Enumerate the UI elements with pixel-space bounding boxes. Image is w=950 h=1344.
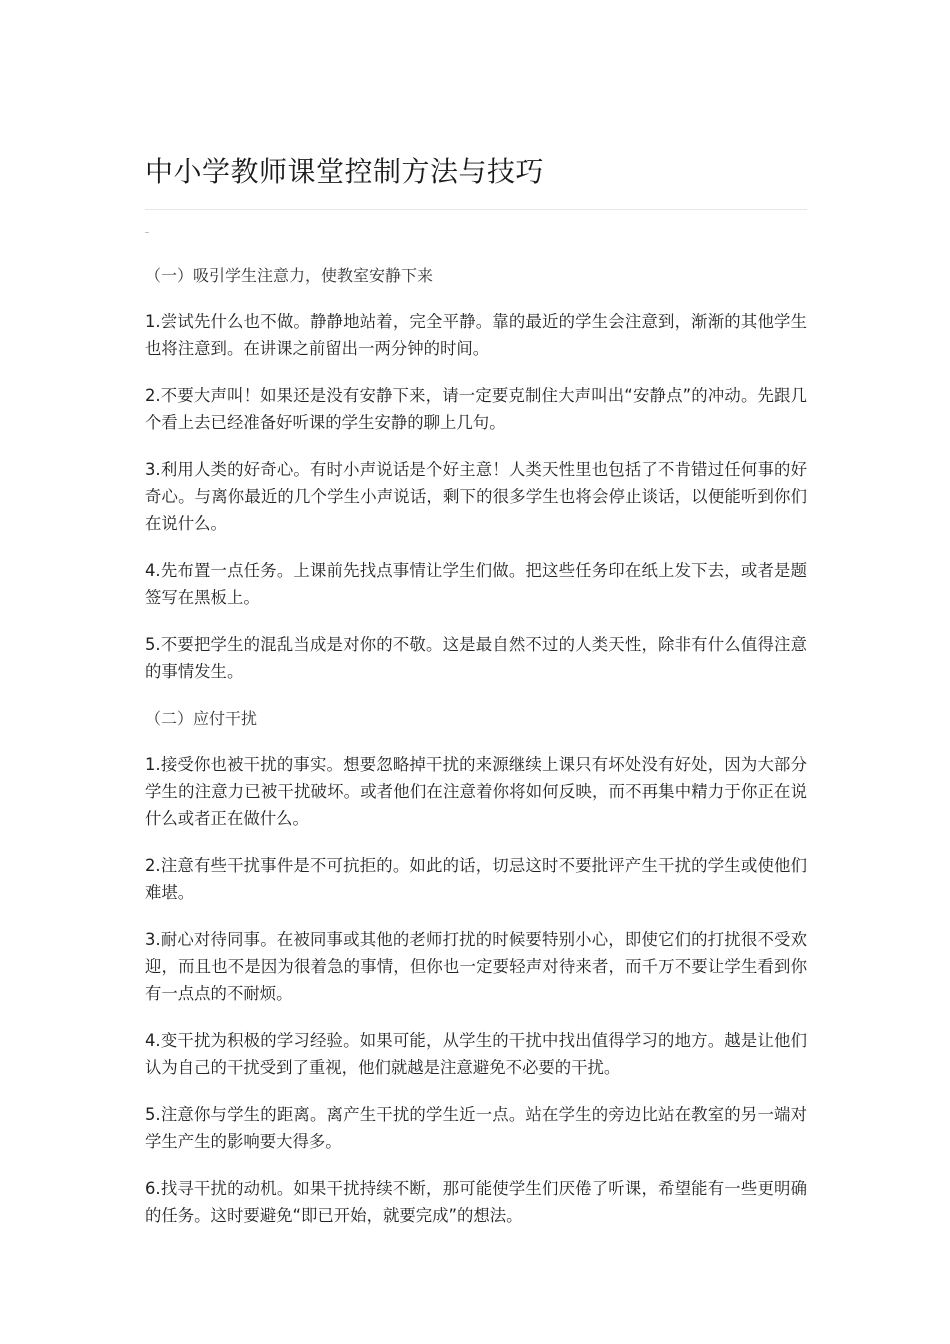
- paragraph: 5.注意你与学生的距离。离产生干扰的学生近一点。站在学生的旁边比站在教室的另一端对学生产生的影响要大得多。: [145, 1105, 807, 1151]
- article-body: [145, 262, 807, 1249]
- section-heading-2: （二）应付干扰: [145, 709, 258, 728]
- page-title: 中小学教师课堂控制方法与技巧: [145, 155, 545, 188]
- paragraph: 6.找寻干扰的动机。如果干扰持续不断，那可能使学生们厌倦了听课，希望能有一些更明确的任务。这时要避免“即已开始，就要完成”的想法。: [145, 1179, 807, 1225]
- decorative-mark: [145, 232, 149, 233]
- paragraph: 4.变干扰为积极的学习经验。如果可能，从学生的干扰中找出值得学习的地方。越是让他们认为自己的干扰受到了重视，他们就越是注意避免不必要的干扰。: [145, 1031, 807, 1077]
- paragraph: 4.先布置一点任务。上课前先找点事情让学生们做。把这些任务印在纸上发下去，或者是题签写在黑板上。: [145, 561, 807, 607]
- section-heading-1: （一）吸引学生注意力，使教室安静下来: [145, 266, 434, 285]
- title-divider: [145, 209, 807, 210]
- paragraph: 5.不要把学生的混乱当成是对你的不敬。这是最自然不过的人类天性，除非有什么值得注意的事情发生。: [145, 635, 807, 681]
- paragraph: 1.接受你也被干扰的事实。想要忽略掉干扰的来源继续上课只有坏处没有好处，因为大部分学生的注意力已被干扰破坏。或者他们在注意着你将如何反映，而不再集中精力于你正在说什么或者正在做什么。: [145, 755, 807, 828]
- paragraph: 2.不要大声叫！如果还是没有安静下来，请一定要克制住大声叫出“安静点”的冲动。先跟几个看上去已经准备好听课的学生安静的聊上几句。: [145, 386, 807, 432]
- paragraph: 3.耐心对待同事。在被同事或其他的老师打扰的时候要特别小心，即使它们的打扰很不受欢迎，而且也不是因为很着急的事情，但你也一定要轻声对待来者，而千万不要让学生看到你有一点点的不耐烦。: [145, 930, 807, 1003]
- paragraph: 3.利用人类的好奇心。有时小声说话是个好主意！人类天性里也包括了不肯错过任何事的好奇心。与离你最近的几个学生小声说话，剩下的很多学生也将会停止谈话，以便能听到你们在说什么。: [145, 460, 807, 533]
- paragraph: 1.尝试先什么也不做。静静地站着，完全平静。靠的最近的学生会注意到，渐渐的其他学生也将注意到。在讲课之前留出一两分钟的时间。: [145, 312, 807, 358]
- paragraph: 2.注意有些干扰事件是不可抗拒的。如此的话，切忌这时不要批评产生干扰的学生或使他们难堪。: [145, 856, 807, 902]
